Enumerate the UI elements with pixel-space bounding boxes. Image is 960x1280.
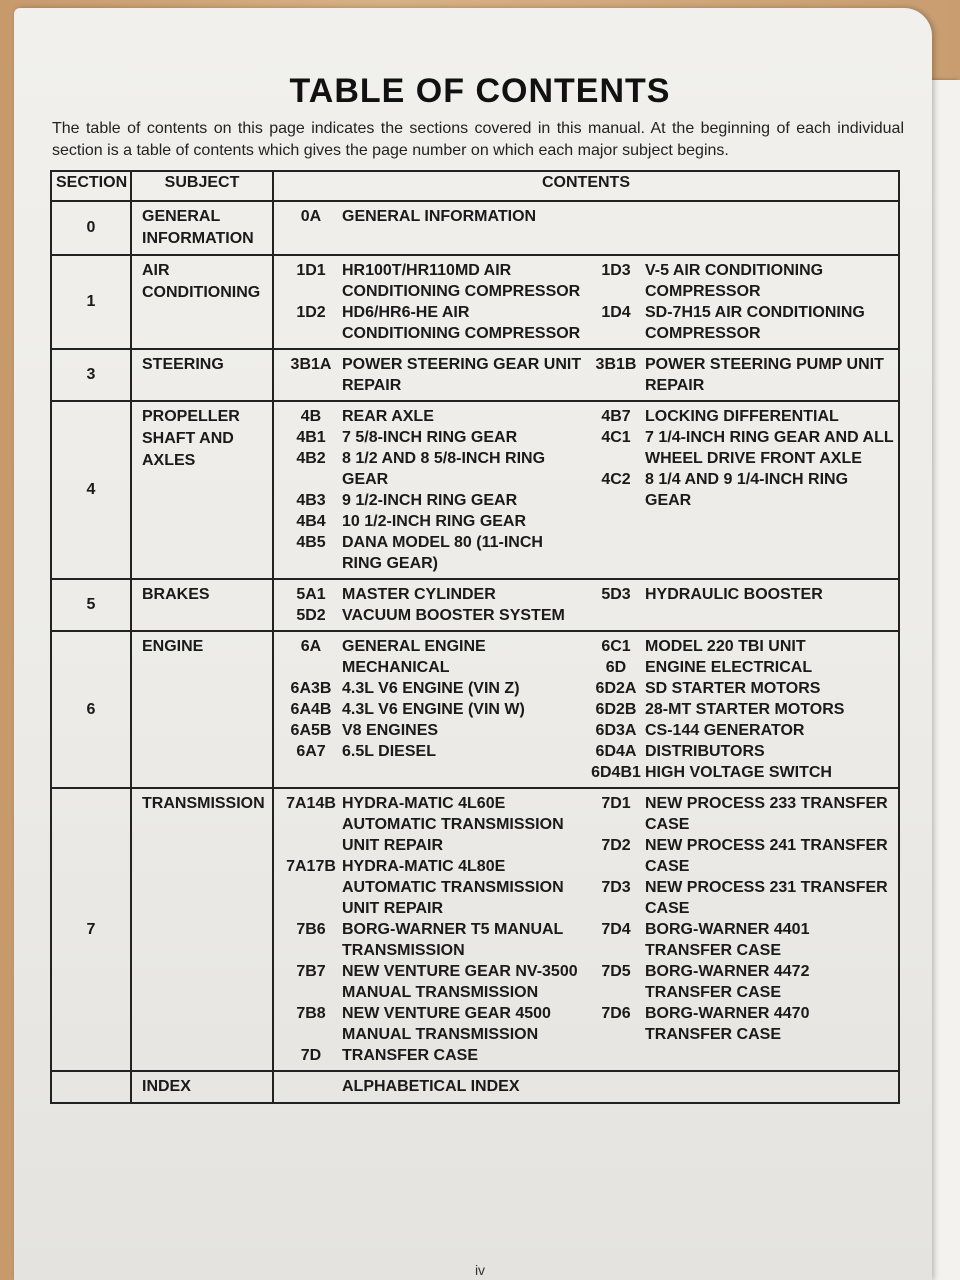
entry-code: 7B8 [296, 1005, 326, 1022]
toc-entry [280, 605, 587, 626]
contents-header: CONTENTS [273, 171, 899, 201]
entry-code: 7D6 [601, 1005, 631, 1022]
toc-entry [280, 699, 587, 720]
entry-code: 6D2B [595, 701, 637, 718]
entry-title: 28-MT STARTER MOTORS [645, 701, 845, 718]
entry-code: 7D1 [601, 795, 631, 812]
entry-code: 3B1A [290, 356, 332, 373]
toc-entry [587, 699, 894, 720]
entry-title: HIGH VOLTAGE SWITCH [645, 764, 832, 781]
toc-entry [587, 260, 894, 302]
contents-cell [273, 401, 899, 579]
contents-column-right [587, 406, 894, 574]
entry-title: DANA MODEL 80 (11-INCH RING GEAR) [342, 534, 543, 572]
section-number: 4 [51, 401, 131, 579]
toc-entry [587, 354, 894, 396]
contents-column-left [280, 793, 587, 1066]
contents-cell [273, 631, 899, 788]
toc-entry [280, 1076, 587, 1097]
toc-entry [587, 835, 894, 877]
toc-entry [280, 490, 587, 511]
contents-column-left [280, 406, 587, 574]
entry-title: REAR AXLE [342, 408, 434, 425]
toc-entry [587, 657, 894, 678]
entry-code: 6D4B1 [591, 764, 641, 781]
entry-title: 6.5L DIESEL [342, 743, 436, 760]
entry-title: V-5 AIR CONDITIONING COMPRESSOR [645, 262, 824, 300]
entry-code: 7D2 [601, 837, 631, 854]
toc-entry [280, 354, 587, 396]
entry-code: 6A7 [296, 743, 326, 760]
toc-entry [587, 469, 894, 511]
entry-title: VACUUM BOOSTER SYSTEM [342, 607, 565, 624]
entry-title: CS-144 GENERATOR [645, 722, 805, 739]
toc-entry [587, 793, 894, 835]
entry-title: POWER STEERING GEAR UNIT REPAIR [342, 356, 582, 394]
entry-title: GENERAL INFORMATION [342, 208, 537, 225]
subject-header: SUBJECT [131, 171, 273, 201]
entry-code: 7A17B [286, 858, 336, 875]
contents-column-left [280, 260, 587, 344]
entry-title: BORG-WARNER 4472 TRANSFER CASE [645, 963, 810, 1001]
subject-name: TRANSMISSION [131, 788, 273, 1071]
entry-code: 0A [300, 208, 322, 225]
entry-code: 6A3B [290, 680, 332, 697]
toc-entry [587, 1003, 894, 1045]
section-number: 5 [51, 579, 131, 631]
entry-code: 7D5 [601, 963, 631, 980]
contents-column-right [587, 260, 894, 344]
contents-column-left [280, 636, 587, 783]
entry-code: 4B5 [296, 534, 326, 551]
toc-entry [280, 427, 587, 448]
section-number: 7 [51, 788, 131, 1071]
entry-code: 6D [605, 659, 627, 676]
entry-title: HYDRA-MATIC 4L80E AUTOMATIC TRANSMISSION UNIT REPAIR [342, 858, 564, 917]
entry-title: SD STARTER MOTORS [645, 680, 821, 697]
entry-code: 6D3A [595, 722, 637, 739]
toc-entry [587, 741, 894, 762]
contents-cell [273, 1071, 899, 1103]
entry-title: LOCKING DIFFERENTIAL [645, 408, 839, 425]
section-number: 3 [51, 349, 131, 401]
entry-code: 7B6 [296, 921, 326, 938]
toc-row [51, 349, 899, 401]
toc-entry [587, 678, 894, 699]
entry-code: 6A [300, 638, 322, 655]
contents-column-right [587, 206, 894, 227]
entry-code: 4B4 [296, 513, 326, 530]
toc-entry [280, 678, 587, 699]
toc-table [50, 170, 900, 1104]
toc-entry [587, 636, 894, 657]
entry-title: HR100T/HR110MD AIR CONDITIONING COMPRESSOR [342, 262, 581, 300]
section-number: 0 [51, 201, 131, 255]
entry-code: 6A5B [290, 722, 332, 739]
entry-code: 7D3 [601, 879, 631, 896]
toc-entry [587, 720, 894, 741]
toc-entry [280, 532, 587, 574]
entry-title: BORG-WARNER 4470 TRANSFER CASE [645, 1005, 810, 1043]
entry-title: 4.3L V6 ENGINE (VIN Z) [342, 680, 520, 697]
entry-code: 4B3 [296, 492, 326, 509]
toc-entry [280, 636, 587, 678]
entry-title: V8 ENGINES [342, 722, 439, 739]
entry-title: NEW PROCESS 231 TRANSFER CASE [645, 879, 888, 917]
entry-title: MASTER CYLINDER [342, 586, 496, 603]
entry-title: DISTRIBUTORS [645, 743, 765, 760]
entry-title: NEW VENTURE GEAR NV-3500 MANUAL TRANSMISSION [342, 963, 578, 1001]
entry-title: HD6/HR6-HE AIR CONDITIONING COMPRESSOR [342, 304, 581, 342]
entry-code [280, 1076, 342, 1097]
entry-code: 4C1 [601, 429, 631, 446]
entry-code: 6C1 [601, 638, 631, 655]
entry-code: 5D3 [601, 586, 631, 603]
subject-name: PROPELLER SHAFT AND AXLES [131, 401, 273, 579]
entry-title: BORG-WARNER 4401 TRANSFER CASE [645, 921, 810, 959]
entry-code: 4B7 [601, 408, 631, 425]
entry-code: 7D4 [601, 921, 631, 938]
contents-cell [273, 349, 899, 401]
entry-code: 4B [300, 408, 322, 425]
contents-column-right [587, 354, 894, 396]
toc-entry [280, 1045, 587, 1066]
entry-title: NEW PROCESS 233 TRANSFER CASE [645, 795, 888, 833]
entry-title: MODEL 220 TBI UNIT [645, 638, 806, 655]
entry-code: 1D2 [296, 304, 326, 321]
toc-entry [587, 427, 894, 469]
entry-title: BORG-WARNER T5 MANUAL TRANSMISSION [342, 921, 564, 959]
entry-title: 7 5/8-INCH RING GEAR [342, 429, 518, 446]
entry-title: SD-7H15 AIR CONDITIONING COMPRESSOR [645, 304, 865, 342]
contents-column-left [280, 1076, 587, 1097]
subject-name: AIR CONDITIONING [131, 255, 273, 349]
subject-name: ENGINE [131, 631, 273, 788]
toc-entry [587, 877, 894, 919]
entry-code: 7D [300, 1047, 322, 1064]
entry-code: 6D2A [595, 680, 637, 697]
toc-entry [280, 919, 587, 961]
page-number: iv [474, 1262, 486, 1278]
entry-code: 6A4B [290, 701, 332, 718]
toc-entry [587, 302, 894, 344]
entry-title: ENGINE ELECTRICAL [645, 659, 813, 676]
toc-entry [280, 302, 587, 344]
entry-title: HYDRA-MATIC 4L60E AUTOMATIC TRANSMISSION UNIT REPAIR [342, 795, 564, 854]
toc-header-row [51, 171, 899, 201]
page-title: TABLE OF CONTENTS [289, 72, 671, 110]
toc-body [51, 201, 899, 1103]
contents-column-left [280, 354, 587, 396]
entry-title: TRANSFER CASE [342, 1047, 479, 1064]
toc-entry [280, 793, 587, 856]
intro-paragraph: The table of contents on this page indicates the sections covered in this manual. At the beginning of each individual section is a table of contents which gives the page number on which each major subject begins. [52, 120, 904, 159]
toc-entry [587, 762, 894, 783]
toc-entry [280, 584, 587, 605]
entry-code: 3B1B [595, 356, 637, 373]
entry-title: NEW PROCESS 241 TRANSFER CASE [645, 837, 888, 875]
toc-row [51, 631, 899, 788]
contents-cell [273, 788, 899, 1071]
toc-entry [587, 584, 894, 605]
subject-name: GENERAL INFORMATION [131, 201, 273, 255]
contents-cell [273, 255, 899, 349]
toc-row [51, 401, 899, 579]
contents-cell [273, 579, 899, 631]
entry-code: 1D4 [601, 304, 631, 321]
entry-title: 9 1/2-INCH RING GEAR [342, 492, 518, 509]
toc-entry [587, 406, 894, 427]
toc-entry [587, 919, 894, 961]
entry-code: 1D3 [601, 262, 631, 279]
entry-code: 1D1 [296, 262, 326, 279]
toc-entry [280, 856, 587, 919]
entry-title: NEW VENTURE GEAR 4500 MANUAL TRANSMISSION [342, 1005, 551, 1043]
toc-entry [280, 511, 587, 532]
toc-row [51, 579, 899, 631]
toc-entry [280, 448, 587, 490]
entry-title: 4.3L V6 ENGINE (VIN W) [342, 701, 525, 718]
entry-code: 5D2 [296, 607, 326, 624]
entry-code: 4C2 [601, 471, 631, 488]
toc-entry [280, 206, 587, 227]
section-header: SECTION [51, 171, 131, 201]
contents-column-left [280, 584, 587, 626]
contents-column-right [587, 584, 894, 626]
subject-name: STEERING [131, 349, 273, 401]
entry-title: POWER STEERING PUMP UNIT REPAIR [645, 356, 884, 394]
toc-entry [280, 260, 587, 302]
entry-title: 7 1/4-INCH RING GEAR AND ALL WHEEL DRIVE FRONT AXLE [645, 429, 894, 467]
section-number: 6 [51, 631, 131, 788]
contents-cell [273, 201, 899, 255]
entry-code: 6D4A [595, 743, 637, 760]
contents-column-left [280, 206, 587, 227]
entry-title: 8 1/4 AND 9 1/4-INCH RING GEAR [645, 471, 849, 509]
entry-code: 4B1 [296, 429, 326, 446]
contents-column-right [587, 636, 894, 783]
toc-entry [280, 720, 587, 741]
next-page-edge [928, 80, 960, 1280]
entry-title: HYDRAULIC BOOSTER [645, 586, 823, 603]
toc-entry [280, 961, 587, 1003]
contents-column-right [587, 793, 894, 1066]
section-number: 1 [51, 255, 131, 349]
toc-entry [280, 741, 587, 762]
toc-row [51, 201, 899, 255]
toc-row [51, 788, 899, 1071]
entry-title: ALPHABETICAL INDEX [342, 1078, 520, 1095]
entry-title: 8 1/2 AND 8 5/8-INCH RING GEAR [342, 450, 546, 488]
toc-row [51, 255, 899, 349]
entry-code: 7A14B [286, 795, 336, 812]
entry-code: 7B7 [296, 963, 326, 980]
toc-row [51, 1071, 899, 1103]
toc-entry [587, 961, 894, 1003]
section-number [51, 1071, 131, 1103]
contents-column-right [587, 1076, 894, 1097]
entry-title: GENERAL ENGINE MECHANICAL [342, 638, 486, 676]
entry-code: 4B2 [296, 450, 326, 467]
subject-name: BRAKES [131, 579, 273, 631]
subject-name: INDEX [131, 1071, 273, 1103]
toc-entry [280, 1003, 587, 1045]
entry-code: 5A1 [296, 586, 326, 603]
entry-title: 10 1/2-INCH RING GEAR [342, 513, 527, 530]
toc-entry [280, 406, 587, 427]
